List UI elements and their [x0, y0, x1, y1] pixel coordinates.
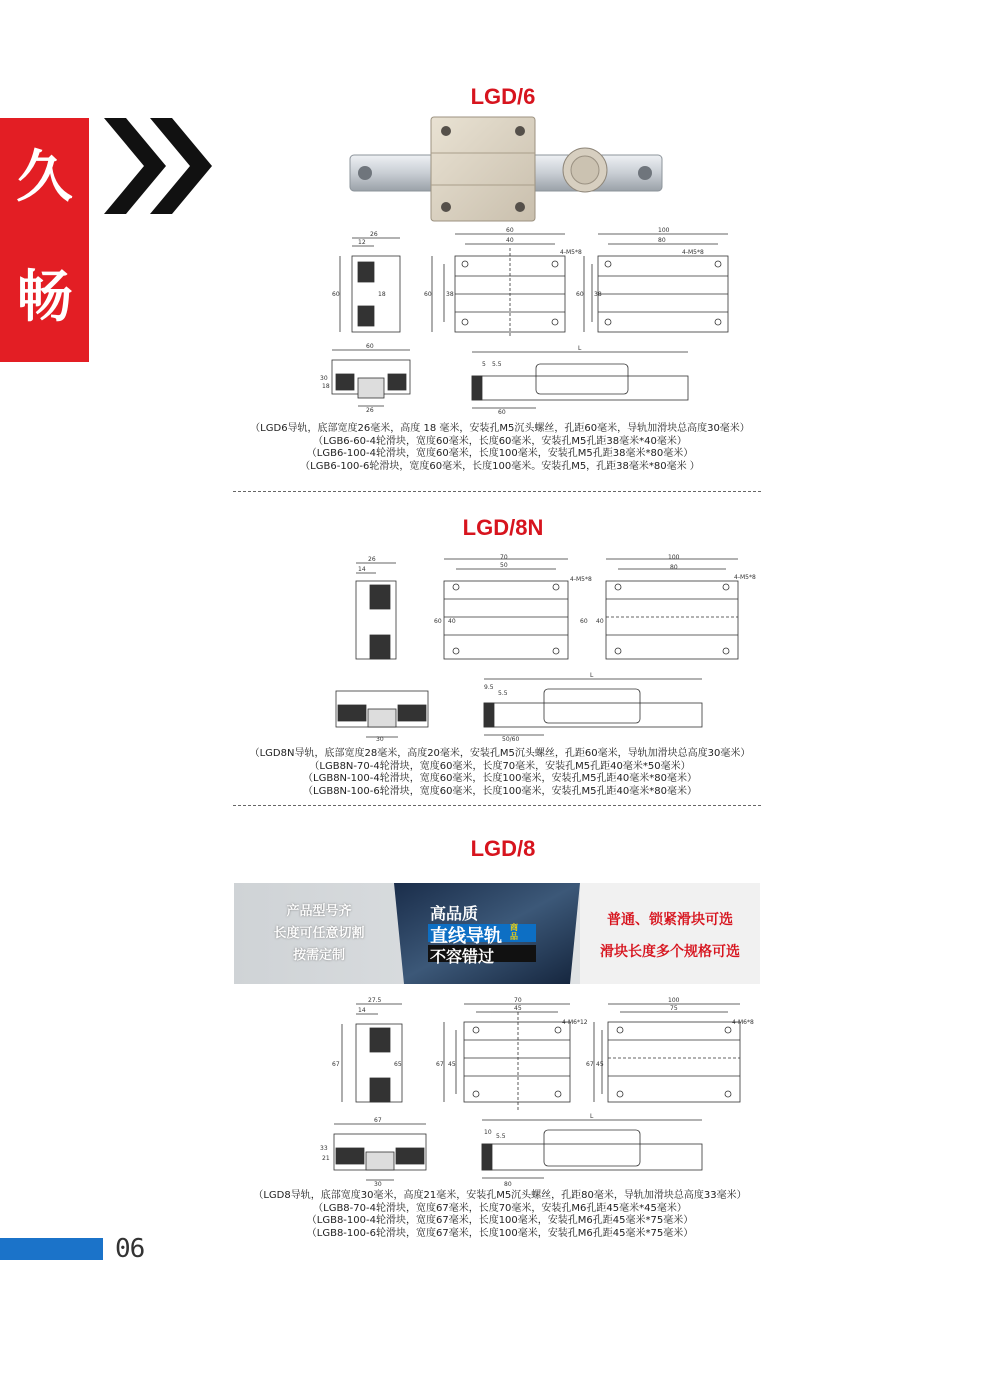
spec-line: （LGD6导轨，底部宽度26毫米，高度 18 毫米，安装孔M5沉头螺丝，孔距60毫米，导轨加滑块总高度30毫米） [250, 423, 750, 434]
dim-b-width: 100 [668, 554, 680, 561]
banner-mid-line1: 高品质 [430, 904, 479, 923]
dim-rail-pitch: 60 [498, 409, 506, 416]
dim-rail-b: 5.5 [496, 1133, 506, 1140]
dim-front-width: 67 [374, 1117, 382, 1124]
dim-a-width: 60 [506, 227, 514, 234]
dim-rail-length: L [590, 672, 594, 679]
section-title-lgd6: LGD/6 [470, 84, 536, 109]
dim-a-side-hole: 38 [446, 291, 454, 298]
dim-a-hole: 45 [514, 1005, 522, 1012]
dim-end-top: 26 [370, 231, 378, 238]
dim-a-side: 60 [434, 618, 442, 625]
banner-left-line: 长度可任意切割 [273, 926, 365, 941]
page-number-bar [0, 1238, 103, 1260]
dim-front-inner: 18 [322, 383, 330, 390]
spec-line: （LGB6-100-6轮滑块，宽度60毫米，长度100毫米。安装孔M5，孔距38毫米*80毫米 ） [300, 460, 700, 472]
spec-line: （LGD8N导轨，底部宽度28毫米，高度20毫米，安装孔M5沉头螺丝，孔距60毫米，导轨加滑块总高度30毫米） [249, 748, 751, 759]
dim-a-note: 4-M5*8 [570, 576, 592, 583]
dim-front-base: 30 [376, 736, 384, 743]
technical-drawing-lgd6 [320, 227, 704, 416]
section-divider [233, 805, 761, 806]
spec-line: （LGB8-100-6轮滑块，宽度67毫米，长度100毫米，安装孔M6孔距45毫米*75毫米） [306, 1227, 694, 1239]
dim-rail-a: 5 [482, 361, 486, 368]
dim-end-inner: 12 [358, 239, 366, 246]
spec-lgd8 [200, 1190, 800, 1240]
banner-mid-line3: 不容错过 [430, 947, 495, 966]
banner-mid-tag: 商品 [510, 923, 518, 941]
section-title-lgd8n: LGD/8N [462, 515, 544, 540]
spec-line: （LGB8N-70-4轮滑块，宽度60毫米，长度70毫米，安装孔M5孔距40毫米*50毫米） [309, 760, 691, 772]
spec-line: （LGD8导轨，底部宽度30毫米，高度21毫米，安装孔M5沉头螺丝，孔距80毫米，导轨加滑块总高度33毫米） [253, 1190, 747, 1201]
spec-line: （LGB8N-100-6轮滑块，宽度60毫米，长度100毫米，安装孔M5孔距40毫米*80毫米） [303, 785, 697, 797]
spec-line: （LGB8-100-4轮滑块，宽度67毫米，长度100毫米，安装孔M6孔距45毫米*75毫米） [306, 1215, 694, 1227]
dim-rail-a: 10 [484, 1129, 492, 1136]
technical-drawing-lgd8 [318, 997, 754, 1188]
dim-b-side: 67 [586, 1061, 594, 1068]
spec-lgd8n [200, 748, 800, 798]
dim-front-inner: 21 [322, 1155, 330, 1162]
dim-a-note: 4-M6*12 [562, 1019, 588, 1026]
dim-end-top: 26 [368, 556, 376, 563]
brand-block [0, 118, 89, 362]
dim-b-side: 60 [580, 618, 588, 625]
dim-b-hole: 75 [670, 1005, 678, 1012]
dim-rail-b: 5.5 [498, 690, 508, 697]
dim-b-width: 100 [668, 997, 680, 1004]
dim-end-height: 67 [332, 1061, 340, 1068]
dim-a-side: 67 [436, 1061, 444, 1068]
dim-b-hole: 80 [670, 564, 678, 571]
dim-b-side: 60 [576, 291, 584, 298]
brand-char-1: 久 [16, 145, 73, 210]
section-title-lgd8: LGD/8 [470, 836, 536, 861]
dim-end-inner: 14 [358, 1007, 366, 1014]
banner-left-line: 产品型号齐 [286, 904, 352, 919]
dim-a-hole: 50 [500, 562, 508, 569]
dim-b-note: 4-M5*8 [734, 574, 756, 581]
banner-mid-line2: 直线导轨 [430, 926, 502, 947]
spec-line: （LGB8-70-4轮滑块，宽度67毫米，长度70毫米，安装孔M6孔距45毫米*45毫米） [313, 1202, 687, 1214]
dim-rail-pitch: 50/60 [502, 736, 520, 743]
spec-line: （LGB6-60-4轮滑块，宽度60毫米，长度60毫米，安装孔M5孔距38毫米*40毫米） [313, 435, 687, 447]
spec-line: （LGB8N-100-4轮滑块，宽度60毫米，长度100毫米，安装孔M5孔距40毫米*80毫米） [303, 773, 697, 785]
dim-rail-pitch: 80 [504, 1181, 512, 1188]
spec-lgd6 [200, 423, 800, 473]
brand-char-2: 畅 [16, 265, 73, 330]
product-photo-lgd6 [345, 113, 670, 225]
dim-b-width: 100 [658, 227, 670, 234]
dim-b-side-hole: 38 [594, 291, 602, 298]
dim-rail-a: 9.5 [484, 684, 494, 691]
dim-a-hole: 40 [506, 237, 514, 244]
technical-drawing-lgd8n [318, 554, 756, 743]
dim-end-top: 27.5 [368, 997, 382, 1004]
dim-end-height: 60 [332, 291, 340, 298]
banner-right-line1: 普通、锁紧滑块可选 [607, 912, 733, 928]
dim-a-note: 4-M5*8 [560, 249, 582, 256]
dim-end-small: 18 [378, 291, 386, 298]
dim-front-width: 60 [366, 343, 374, 350]
dim-front-height: 33 [320, 1145, 328, 1152]
dim-b-side-hole: 45 [596, 1061, 604, 1068]
banner-left-line: 按需定制 [292, 948, 345, 963]
dim-b-side-hole: 40 [596, 618, 604, 625]
dim-rail-length: L [590, 1113, 594, 1120]
double-chevron-icon [104, 118, 216, 214]
dim-a-side-hole: 40 [448, 618, 456, 625]
dim-a-side-hole: 45 [448, 1061, 456, 1068]
dim-end-inner: 14 [358, 566, 366, 573]
dim-b-note: 4-M6*8 [732, 1019, 754, 1026]
dim-a-width: 70 [514, 997, 522, 1004]
banner-right-line2: 滑块长度多个规格可选 [600, 944, 740, 960]
dim-rail-length: L [578, 345, 582, 352]
dim-front-base: 26 [366, 407, 374, 414]
dim-b-hole: 80 [658, 237, 666, 244]
dim-front-height: 30 [320, 375, 328, 382]
spec-line: （LGB6-100-4轮滑块，宽度60毫米，长度100毫米，安装孔M5孔距38毫米*80毫米） [306, 448, 694, 460]
dim-a-side: 60 [424, 291, 432, 298]
section-divider [233, 491, 761, 492]
dim-rail-b: 5.5 [492, 361, 502, 368]
dim-front-base: 30 [374, 1181, 382, 1188]
dim-end-small: 65 [394, 1061, 402, 1068]
page-number: 06 [115, 1234, 145, 1264]
dim-a-width: 70 [500, 554, 508, 561]
dim-b-note: 4-M5*8 [682, 249, 704, 256]
promo-banner [234, 883, 760, 984]
